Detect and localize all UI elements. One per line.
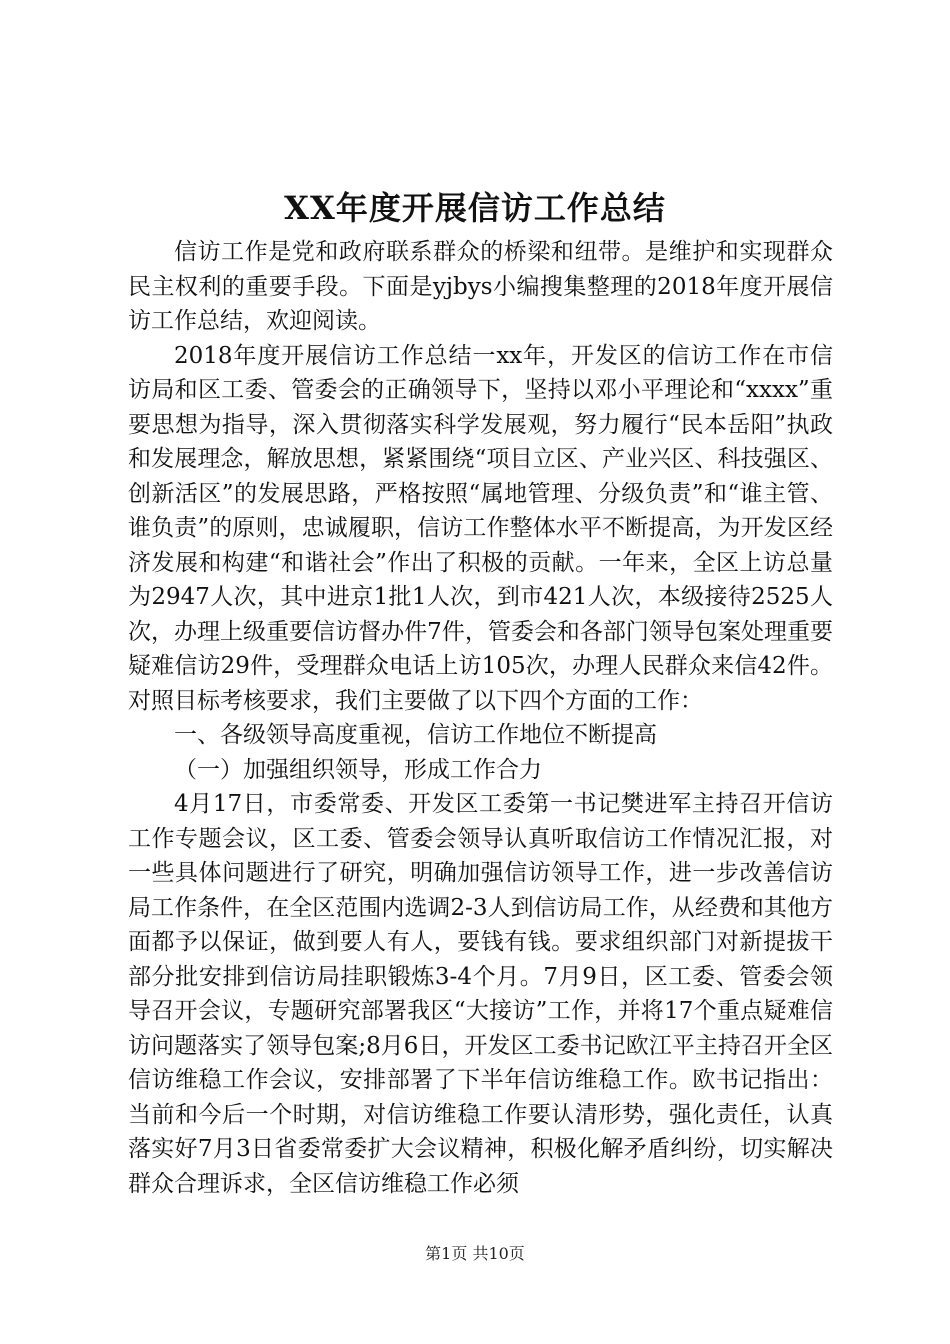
document-body <box>128 235 833 1201</box>
document-title: XX年度开展信访工作总结 <box>284 189 666 227</box>
section-heading-1: 一、各级领导高度重视，信访工作地位不断提高 <box>174 722 657 748</box>
paragraph-intro: 信访工作是党和政府联系群众的桥梁和纽带。是维护和实现群众民主权利的重要手段。下面是yjbys小编搜集整理的2018年度开展信访工作总结，欢迎阅读。 <box>128 239 833 334</box>
paragraph-summary: 2018年度开展信访工作总结一xx年，开发区的信访工作在市信访局和区工委、管委会的正确领导下，坚持以邓小平理论和“xxxx”重要思想为指导，深入贯彻落实科学发展观，努力履行“民本岳阳”执政和发展理念，解放思想，紧紧围绕“项目立区、产业兴区、科技强区、创新活区”的发展思路，严格按照“属地管理、分级负责”和“谁主管、谁负责”的原则，忠诚履职，信访工作整体水平不断提高，为开发区经济发展和构建“和谐社会”作出了积极的贡献。一年来，全区上访总量为2947人次，其中进京1批1人次，到市421人次，本级接待2525人次，办理上级重要信访督办件7件，管委会和各部门领导包案处理重要疑难信访29件，受理群众电话上访105次，办理人民群众来信42件。对照目标考核要求，我们主要做了以下四个方面的工作： <box>128 342 833 714</box>
subsection-heading-1: （一）加强组织领导，形成工作合力 <box>174 756 542 783</box>
page-footer: 第1页 共10页 <box>425 1244 525 1263</box>
paragraph-meetings: 4月17日，市委常委、开发区工委第一书记樊进军主持召开信访工作专题会议，区工委、管委会领导认真听取信访工作情况汇报，对一些具体问题进行了研究，明确加强信访领导工作，进一步改善信访局工作条件，在全区范围内选调2-3人到信访局工作，从经费和其他方面都予以保证，做到要人有人，要钱有钱。要求组织部门对新提拔干部分批安排到信访局挂职锻炼3-4个月。7月9日，区工委、管委会领导召开会议，专题研究部署我区“大接访”工作，并将17个重点疑难信访问题落实了领导包案;8月6日，开发区工委书记欧江平主持召开全区信访维稳工作会议，安排部署了下半年信访维稳工作。欧书记指出：当前和今后一个时期，对信访维稳工作要认清形势，强化责任，认真落实好7月3日省委常委扩大会议精神，积极化解矛盾纠纷，切实解决群众合理诉求，全区信访维稳工作必须 <box>128 791 833 1197</box>
